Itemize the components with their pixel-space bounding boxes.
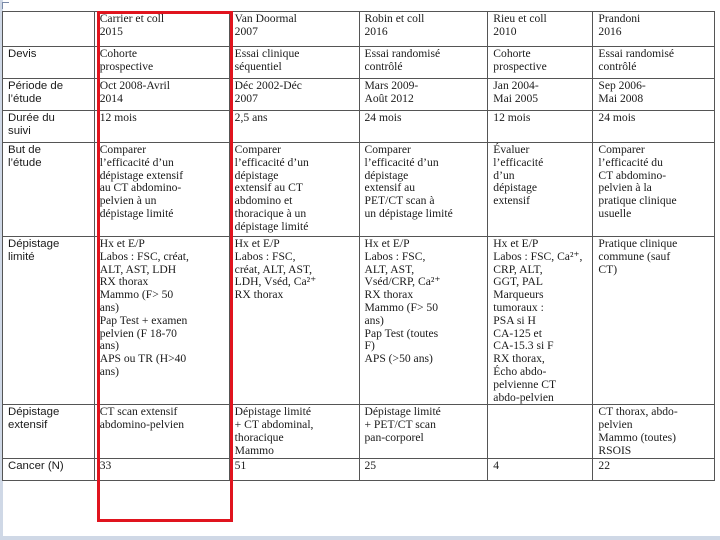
table-cell: 24 mois <box>359 111 488 143</box>
study-year: 2007 <box>234 24 258 38</box>
table-cell: Déc 2002-Déc 2007 <box>229 79 359 111</box>
table-cell: Évaluer l’efficacité d’un dépistage extensif <box>488 143 593 237</box>
table-cell: Pratique clinique commune (sauf CT) <box>593 237 715 405</box>
study-author: Prandoni <box>598 12 641 25</box>
study-year: 2010 <box>493 24 517 38</box>
row-label: Devis <box>3 47 95 79</box>
study-year: 2016 <box>364 24 388 38</box>
table-cell: Hx et E/P Labos : FSC, Ca²⁺, CRP, ALT, GGT, PAL Marqueurs tumoraux : PSA si H CA-125 et CA-15.3 si F RX thorax, Écho abdo- pelvienne CT abdo-pelvien <box>488 237 593 405</box>
table-cell: Oct 2008-Avril 2014 <box>94 79 229 111</box>
study-header-van-doormal <box>229 12 359 47</box>
study-author: Van Doormal <box>234 12 297 25</box>
table-cell: Cohorte prospective <box>488 47 593 79</box>
table-cell: Hx et E/P Labos : FSC, ALT, AST, Vséd/CRP, Ca²⁺ RX thorax Mammo (F> 50 ans) Pap Test (toutes F) APS (>50 ans) <box>359 237 488 405</box>
table-cell: Jan 2004- Mai 2005 <box>488 79 593 111</box>
study-author: Carrier et coll <box>99 12 165 25</box>
table-cell: CT thorax, abdo- pelvien Mammo (toutes) RSOIS <box>593 405 715 459</box>
study-header-robin <box>359 12 488 47</box>
table-cell: Comparer l’efficacité d’un dépistage extensif au CT abdomino- pelvien à un dépistage limité <box>94 143 229 237</box>
row-label: Cancer (N) <box>3 459 95 481</box>
table-cell: 51 <box>229 459 359 481</box>
study-header-rieu <box>488 12 593 47</box>
table-cell: Mars 2009- Août 2012 <box>359 79 488 111</box>
table-cell: Comparer l’efficacité d’un dépistage extensif au CT abdomino et thoracique à un dépistage limité <box>229 143 359 237</box>
table-cell: Comparer l’efficacité d’un dépistage extensif au PET/CT scan à un dépistage limité <box>359 143 488 237</box>
table-cell: 12 mois <box>488 111 593 143</box>
header-corner-cell <box>3 12 95 47</box>
table-cell: CT scan extensif abdomino-pelvien <box>94 405 229 459</box>
row-label: Dépistage extensif <box>3 405 95 459</box>
column-highlight-box <box>97 11 233 522</box>
table-cell: 4 <box>488 459 593 481</box>
table-cell: Cohorte prospective <box>94 47 229 79</box>
row-label: Période de l’étude <box>3 79 95 111</box>
row-label: Dépistage limité <box>3 237 95 405</box>
table-cell: 2,5 ans <box>229 111 359 143</box>
study-author: Rieu et coll <box>493 12 547 25</box>
table-cell: Sep 2006- Mai 2008 <box>593 79 715 111</box>
table-cell: 25 <box>359 459 488 481</box>
table-cell: 33 <box>94 459 229 481</box>
study-year: 2015 <box>99 24 123 38</box>
row-label: Durée du suivi <box>3 111 95 143</box>
table-cell: Essai randomisé contrôlé <box>593 47 715 79</box>
study-author: Robin et coll <box>364 12 425 25</box>
table-cell: Essai randomisé contrôlé <box>359 47 488 79</box>
table-cell: 24 mois <box>593 111 715 143</box>
table-cell: Dépistage limité + CT abdominal, thoracique Mammo <box>229 405 359 459</box>
table-cell: Comparer l’efficacité du CT abdomino- pelvien à la pratique clinique usuelle <box>593 143 715 237</box>
study-header-prandoni <box>593 12 715 47</box>
table-cell: Hx et E/P Labos : FSC, créat, ALT, AST, LDH, Vséd, Ca²⁺ RX thorax <box>229 237 359 405</box>
study-year: 2016 <box>598 24 622 38</box>
table-cell: 12 mois <box>94 111 229 143</box>
table-cell: Hx et E/P Labos : FSC, créat, ALT, AST, LDH RX thorax Mammo (F> 50 ans) Pap Test + examen pelvien (F 18-70 ans) APS ou TR (H>40 ans) <box>94 237 229 405</box>
row-label: But de l’étude <box>3 143 95 237</box>
corner-mark <box>2 2 9 9</box>
table-cell: 22 <box>593 459 715 481</box>
table-cell: Dépistage limité + PET/CT scan pan-corporel <box>359 405 488 459</box>
table-cell: Essai clinique séquentiel <box>229 47 359 79</box>
table-cell <box>488 405 593 459</box>
